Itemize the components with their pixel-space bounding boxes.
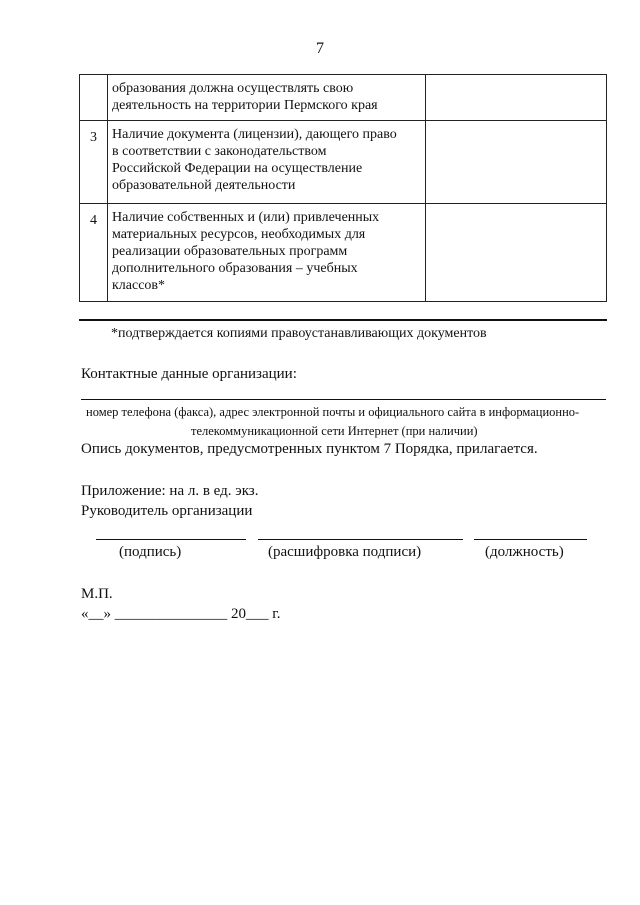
text-line: Российской Федерации на осуществление <box>112 161 363 176</box>
signature-line <box>96 539 246 540</box>
head-label: Руководитель организации <box>81 503 253 519</box>
page-number: 7 <box>316 40 324 57</box>
text-line: классов* <box>112 278 166 293</box>
text-line: реализации образовательных программ <box>112 244 348 259</box>
row-value <box>426 204 607 302</box>
position-caption: (должность) <box>485 544 564 560</box>
text-line: материальных ресурсов, необходимых для <box>112 227 366 242</box>
row-value <box>426 75 607 121</box>
row-text <box>108 121 426 204</box>
row-number: 4 <box>80 204 108 302</box>
text-line: деятельность на территории Пермского края <box>112 98 378 113</box>
requirements-table <box>79 74 607 302</box>
text-line: в соответствии с законодательством <box>112 144 327 159</box>
row-text <box>108 75 426 121</box>
footnote: *подтверждается копиями правоустанавливающих документов <box>111 326 487 341</box>
decoding-caption: (расшифровка подписи) <box>268 544 422 560</box>
signature-caption: (подпись) <box>119 544 182 560</box>
stamp-label: М.П. <box>81 586 113 602</box>
contacts-fill-line <box>81 399 606 400</box>
inventory-text: Опись документов, предусмотренных пунктом 7 Порядка, прилагается. <box>81 441 538 457</box>
position-line <box>474 539 587 540</box>
text-line: образования должна осуществлять свою <box>112 81 354 96</box>
table-row <box>80 121 607 204</box>
row-number: 3 <box>80 121 108 204</box>
text-line: Наличие документа (лицензии), дающего право <box>112 127 397 142</box>
contacts-hint: телекоммуникационной сети Интернет (при наличии) <box>191 424 478 438</box>
text-line: образовательной деятельности <box>112 178 296 193</box>
footnote-rule <box>79 319 607 321</box>
row-value <box>426 121 607 204</box>
row-number <box>80 75 108 121</box>
contacts-hint: номер телефона (факса), адрес электронной почты и официального сайта в информационно- <box>86 405 580 419</box>
decoding-line <box>258 539 463 540</box>
attachment-text: Приложение: на л. в ед. экз. <box>81 483 259 499</box>
text-line: Наличие собственных и (или) привлеченных <box>112 210 380 225</box>
contacts-label: Контактные данные организации: <box>81 366 297 382</box>
text-line: дополнительного образования – учебных <box>112 261 358 276</box>
table-row <box>80 204 607 302</box>
row-text <box>108 204 426 302</box>
date-line: «__» _______________ 20___ г. <box>81 606 281 622</box>
table-row <box>80 75 607 121</box>
